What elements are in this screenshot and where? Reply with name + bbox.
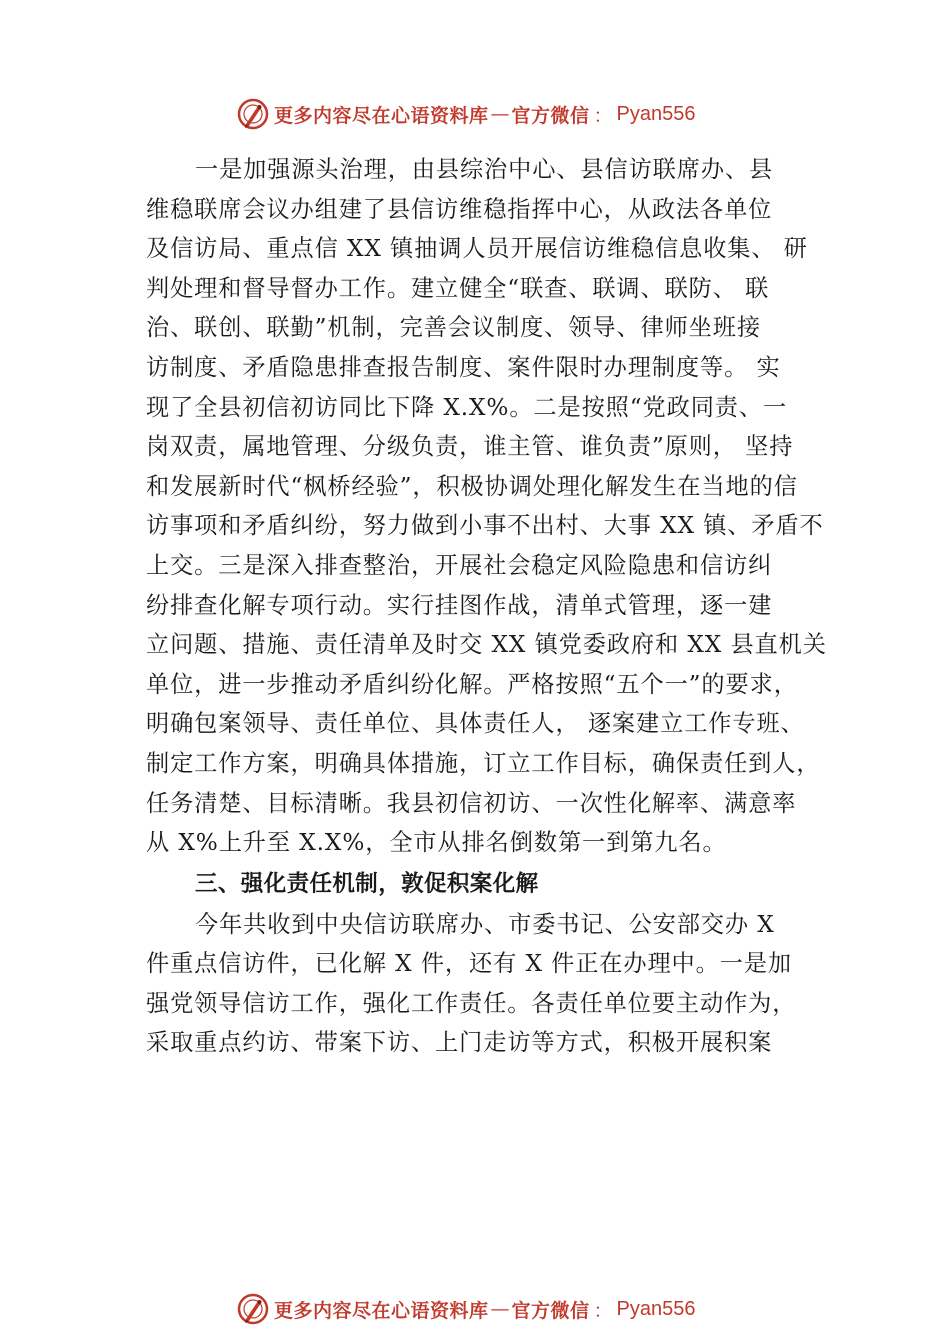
watermark-dash: — [490, 103, 510, 125]
text-line: 制定工作方案，明确具体措施，订立工作目标，确保责任到人， [146, 749, 821, 777]
text-line: 维稳联席会议办组建了县信访维稳指挥中心，从政法各单位 [146, 195, 773, 223]
watermark-wechat-id: Pyan556 [616, 102, 696, 125]
watermark-footer [236, 1292, 696, 1326]
text-line: 单位，进一步推动矛盾纠纷化解。严格按照“五个一”的要求， [146, 670, 798, 698]
document-body [146, 150, 826, 1063]
text-line: 纷排查化解专项行动。实行挂图作战，清单式管理，逐一建 [146, 591, 773, 619]
watermark-wechat-label: 官方微信 [511, 1299, 590, 1322]
paragraph-2 [146, 905, 826, 1063]
seal-pen-logo-icon [236, 1292, 270, 1326]
text-line: 明确包案领导、责任单位、具体责任人， 逐案建立工作专班、 [146, 710, 805, 738]
watermark-brand: 更多内容尽在心语资料库 [274, 1299, 489, 1322]
paragraph-1 [146, 150, 826, 863]
text-line: 和发展新时代“枫桥经验”，积极协调处理化解发生在当地的信 [146, 472, 798, 500]
text-line: 上交。三是深入排查整治，开展社会稳定风险隐患和信访纠 [146, 551, 773, 579]
text-line: 采取重点约访、带案下访、上门走访等方式，积极开展积案 [146, 1029, 773, 1057]
text-line: 从 X%上升至 X.X%，全市从排名倒数第一到第九名。 [146, 829, 727, 857]
watermark-colon: ： [593, 104, 613, 127]
watermark-wechat-label: 官方微信 [511, 104, 590, 127]
text-line: 任务清楚、目标清晰。我县初信初访、一次性化解率、满意率 [146, 789, 797, 817]
text-line: 立问题、措施、责任清单及时交 XX 镇党委政府和 XX 县直机关 [146, 631, 827, 659]
text-line: 治、联创、联勤”机制，完善会议制度、领导、律师坐班接 [146, 314, 761, 342]
text-line: 现了全县初信初访同比下降 X.X%。二是按照“党政同责、一 [146, 393, 788, 421]
watermark-brand: 更多内容尽在心语资料库 [274, 104, 489, 127]
text-line: 一是加强源头治理，由县综治中心、县信访联席办、县 [195, 156, 774, 183]
text-line: 及信访局、重点信 XX 镇抽调人员开展信访维稳信息收集、 研 [146, 235, 808, 263]
watermark-dash: — [490, 1298, 510, 1320]
watermark-header [236, 97, 696, 131]
section-heading: 三、强化责任机制，敦促积案化解 [195, 870, 539, 897]
watermark-wechat-id: Pyan556 [616, 1297, 696, 1320]
text-line: 岗双责，属地管理、分级负责，谁主管、谁负责”原则， 坚持 [146, 433, 794, 461]
text-line: 强党领导信访工作，强化工作责任。各责任单位要主动作为， [146, 989, 797, 1017]
text-line: 判处理和督导督办工作。建立健全“联查、联调、联防、 联 [146, 274, 770, 302]
text-line: 访制度、矛盾隐患排查报告制度、案件限时办理制度等。 实 [146, 353, 781, 381]
text-line: 访事项和矛盾纠纷，努力做到小事不出村、大事 XX 镇、矛盾不 [146, 512, 824, 540]
text-line: 件重点信访件，已化解 X 件，还有 X 件正在办理中。一是加 [146, 950, 792, 978]
text-line: 今年共收到中央信访联席办、市委书记、公安部交办 X [195, 910, 775, 938]
watermark-colon: ： [593, 1299, 613, 1322]
seal-pen-logo-icon [236, 97, 270, 131]
